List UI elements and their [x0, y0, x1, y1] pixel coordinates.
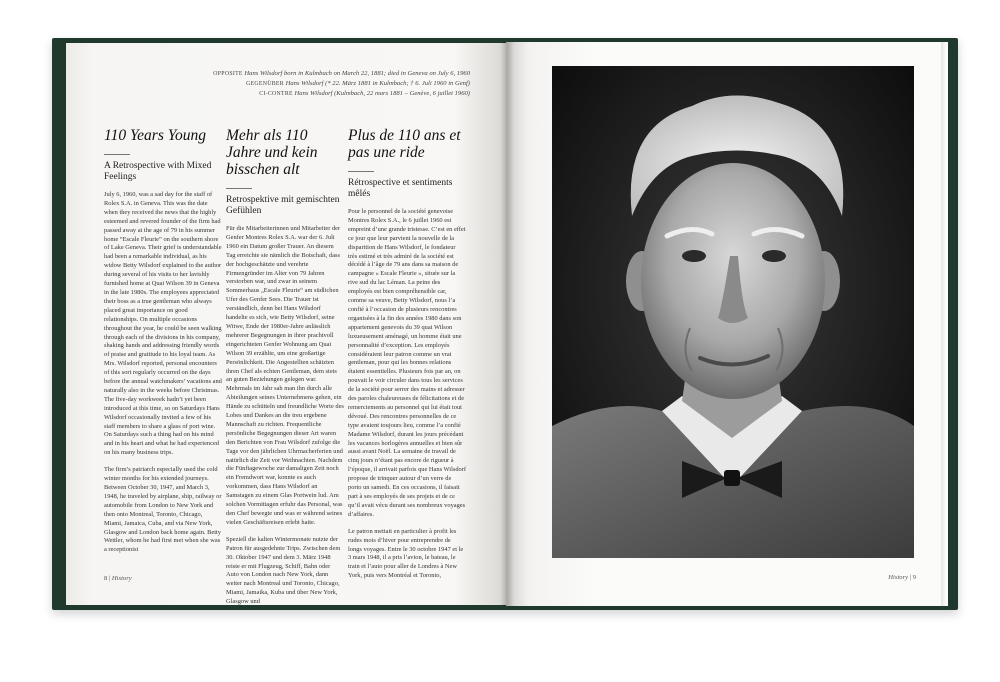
- page-number: 8: [104, 575, 108, 582]
- body-paragraph: Speziell die kalten Wintermonate nutzte der Patron für ausgedehnte Trips. Zwischen dem 30. Oktober 1947 und dem 3. März 1948 reiste er mit Flugzeug, Schiff, Bahn oder Auto von London nach New York, dann weiter nach Montreal und Toronto, Chicago, Miami, Jamaika, Kuba und über New York, Glasgow und: [226, 535, 341, 606]
- title-rule: [226, 188, 252, 189]
- caption-line-en: OPPOSITE Hans Wilsdorf born in Kulmbach on March 22, 1881; died in Geneva on July 6, 1960: [213, 70, 470, 77]
- column-title: Mehr als 110 Jahre und kein bisschen alt: [226, 127, 318, 178]
- body-paragraph: Le patron mettait en particulier à profit les rudes mois d’hiver pour entreprendre de longs voyages. Entre le 30 octobre 1947 et le 3 mars 1948, il a pris l’avion, le bateau, le train et l’auto pour aller de Londres à New York, puis vers Montréal et Toronto,: [348, 527, 464, 580]
- column-subtitle: A Retrospective with Mixed Feelings: [104, 161, 212, 182]
- caption-line-fr: CI-CONTRE Hans Wilsdorf (Kulmbach, 22 mars 1881 – Genève, 6 juillet 1960): [259, 90, 470, 97]
- portrait-image: [552, 66, 914, 558]
- column-german: [226, 127, 344, 615]
- left-page: [66, 43, 506, 605]
- page-number: 9: [912, 574, 916, 581]
- column-title: 110 Years Young: [104, 127, 206, 144]
- body-paragraph: The firm’s patriarch especially used the cold winter months for his extended journeys. Between October 30, 1947, and March 3, 1948, he traveled by airplane, ship, railway or automobile from London to New York and then onto Montreal, Toronto, Chicago, Miami, Jamaica, Cuba, and via New York, Glasgow and London back home again. Betty Wettler, whom he had first met when she was a receptionist: [104, 466, 222, 554]
- body-paragraph: Für die Mitarbeiterinnen und Mitarbeiter der Genfer Montres Rolex S.A. war der 6. Juli 1960 ein Datum großer Trauer. An diesem Tag erreichte sie nämlich die Botschaft, dass der hochgeschätzte und verehrte Firmengründer im Alter von 79 Jahren verstorben war, und zwar in seinem Sommerhaus „Escale Fleurie“ am südlichen Ufer des Genfer Sees. Die Trauer ist verständlich, denn bei Hans Wilsdorf handelte es sich, wie Betty Wilsdorf, seine Witwe, Ende der 1980er-Jahre anlässlich mehrerer Begegnungen in ihrer prachtvoll eingerichteten Genfer Wohnung am Quai Wilson 39 erzählte, um eine großartige Persönlichkeit. Die Angestellten schätzten ihren Chef als echten Gentleman, dem stets an guten Beziehungen gelegen war. Mehrmals im Jahr sah man ihn durch alle Abteilungen seines Unternehmens gehen, ein Hände zu schütteln und freundliche Worte des Lobes und Dankes an die treu ergebene Mannschaft zu richten. Frequentliche persönliche Begegnungen dieser Art waren den Berichten von Frau Wilsdorf zufolge die Tage vor den jährlichen Uhrmacherferien und natürlich die Zeit vor Weihnachten. Nachdem die Fünftagewoche zur damaligen Zeit noch ein Fremdwort war, konnte es auch vorkommen, dass Hans Wilsdorf an Samstagen zu einem Glas Portwein lud. Am solchen Vormittagen erfuhr das Personal, was den Chef bewegte und was er während seines vielen Geschäftsreisen erlebt hatte.: [226, 225, 344, 526]
- caption-line-de: GEGENÜBER Hans Wilsdorf (* 22. März 1881 in Kulmbach; † 6. Juli 1960 in Genf): [246, 80, 470, 87]
- portrait-photo: [552, 66, 914, 558]
- section-name: History: [888, 574, 909, 581]
- body-paragraph: Pour le personnel de la société genevoise Montres Rolex S.A., le 6 juillet 1960 est empreint d’une grande tristesse. C’est en effet ce jour que leur parvient la nouvelle de la disparition de Hans Wilsdorf, le fondateur très estimé et très admiré de la société est décédé à l’âge de 79 ans dans sa maison de campagne « Escale Fleurie », située sur la rive sud du lac Léman. La peine des employés est bien compréhensible car, comme sa veuve, Betty Wilsdorf, nous l’a confié à l’occasion de plusieurs rencontres organisées à la fin des années 1980 dans son appartement genevois du 39 quai Wilson luxueusement aménagé, un homme était une personnalité d’exception. Les employés considéraient leur patron comme un vrai gentleman, pour qui les bonnes relations étaient essentielles. Plusieurs fois par an, on pouvait le voir circuler dans tous les services de la société pour serrer des mains et adresser des paroles chaleureuses de félicitations et de remerciements au personnel qui lui était tout dévoué. Des rencontres personnelles de ce type avaient toujours lieu, comme l’a confié Madame Wilsdorf, durant les jours précédant les vacances horlogères annuelles et bien sûr aussi avant Noël. La semaine de travail de cinq jours n’étant pas encore de rigueur à l’époque, il arrivait parfois que Hans Wilsdorf propose de trinquer autour d’un verre de porto un samedi. En ces occasions, il faisait part à ses employés de ses projets et de ce qu’il avait vécu durant ses nombreux voyages d’affaires.: [348, 208, 466, 518]
- column-title: Plus de 110 ans et pas une ride: [348, 127, 461, 161]
- folio-left: 8 | History: [104, 575, 132, 582]
- book-gutter: [500, 42, 514, 606]
- column-french: [348, 127, 466, 589]
- column-subtitle: Retrospektive mit gemischten Gefühlen: [226, 195, 340, 216]
- photo-caption: [150, 69, 470, 99]
- body-paragraph: July 6, 1960, was a sad day for the staff of Rolex S.A. in Geneva. This was the date when they received the news that the highly esteemed and revered founder of the firm had passed away at the age of 79 in his summer home “Escale Fleurie” on the southern shore of Lake Geneva. Their grief is understandable had been a remarkable individual, as his widow Betty Wilsdorf explained to the author during several of his visits to her lavishly furnished home at Quai Wilson 39 in Geneva in the late 1980s. The employees appreciated their boss as a true gentleman who always placed great importance on good relationships. On multiple occasions throughout the year, he could be seen walking through each of the divisions in his company, shaking hands and addressing friendly words of praise and gratitude to his loyal team. As Mrs. Wilsdorf reported, personal encounters of this sort regularly occurred on the days before the annual watchmakers’ vacations and naturally also in the weeks before Christmas. The five-day workweek hadn’t yet been introduced at this time, so on Saturdays Hans Wilsdorf occasionally invited a few of his staff members to share a glass of port wine. On Saturdays such a thing had on his mind and in his heart and what he had experienced on his many business trips.: [104, 191, 222, 457]
- column-subtitle: Rétrospective et sentiments mêlés: [348, 178, 453, 199]
- section-name: History: [111, 575, 132, 582]
- column-english: [104, 127, 222, 563]
- page-edge: [941, 42, 947, 606]
- folio-right: History | 9: [888, 574, 916, 581]
- title-rule: [348, 171, 374, 172]
- title-rule: [104, 154, 130, 155]
